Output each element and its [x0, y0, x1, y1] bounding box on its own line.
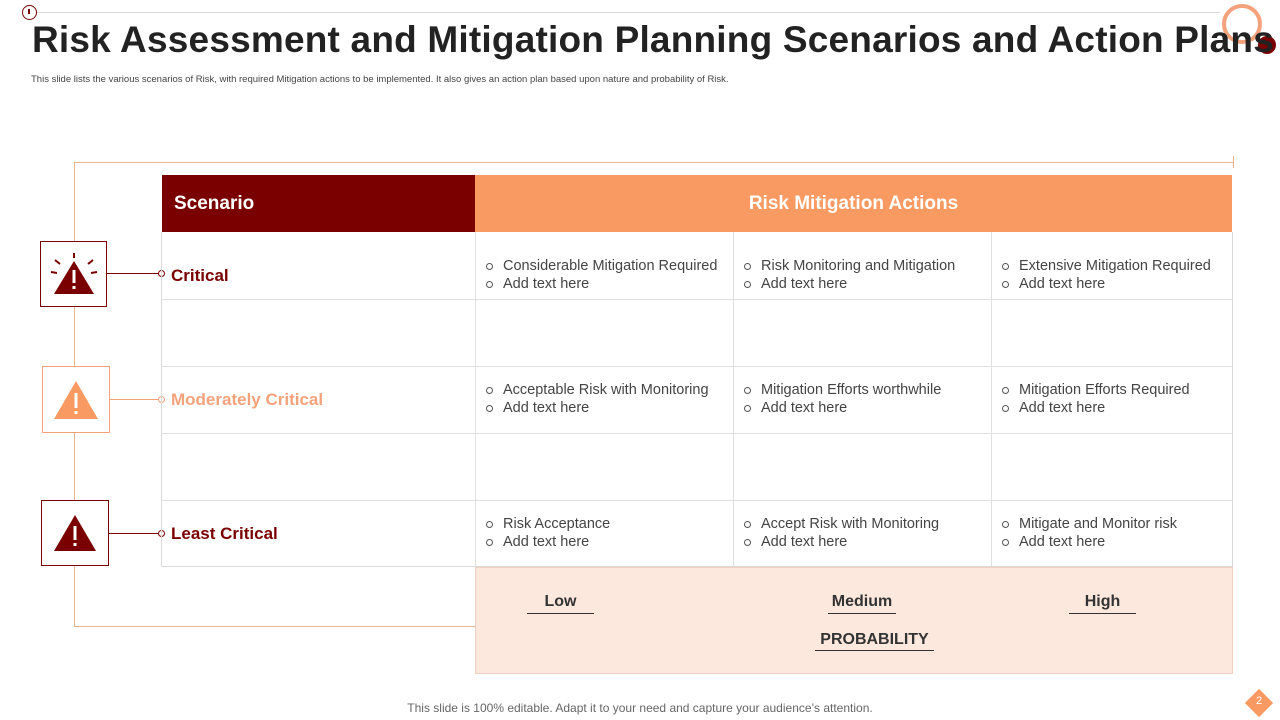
scenario-header: Scenario: [162, 175, 475, 232]
action-cell: [1002, 382, 1252, 417]
action-cell: [744, 258, 994, 293]
probability-panel: [475, 567, 1233, 674]
bullet-icon: [486, 521, 493, 528]
list-item: Accept Risk with Monitoring: [744, 516, 994, 534]
probability-high: High: [1084, 593, 1121, 610]
top-rule: [30, 12, 1220, 13]
bullet-icon: [486, 281, 493, 288]
underline: [828, 613, 896, 614]
underline: [1069, 613, 1136, 614]
action-cell: [486, 258, 736, 293]
bullet-icon: [486, 405, 493, 412]
bullet-icon: [1002, 539, 1009, 546]
bullet-icon: [744, 263, 751, 270]
bullet-icon: [1002, 387, 1009, 394]
footer-note: This slide is 100% editable. Adapt it to your need and capture your audience’s attention.: [407, 701, 873, 715]
page-number: 2: [1255, 695, 1263, 707]
action-cell: [486, 382, 736, 417]
list-item: Risk Monitoring and Mitigation: [744, 258, 994, 276]
underline: [527, 613, 594, 614]
probability-axis-label: PROBABILITY: [820, 631, 929, 648]
page-title: Risk Assessment and Mitigation Planning Scenarios and Action Plans: [32, 19, 1275, 60]
column-divider: [475, 232, 476, 567]
list-item: Add text here: [486, 400, 736, 418]
bullet-icon: [744, 281, 751, 288]
row-divider: [161, 299, 1233, 300]
action-cell: [744, 382, 994, 417]
bullet-icon: [744, 405, 751, 412]
frame-end-tick: [1233, 156, 1234, 168]
list-item: Add text here: [486, 276, 736, 294]
list-item: Extensive Mitigation Required: [1002, 258, 1252, 276]
list-item: Add text here: [744, 534, 994, 552]
bullet-icon: [1002, 263, 1009, 270]
moderate-connector: [110, 399, 162, 400]
list-item: Add text here: [1002, 276, 1252, 294]
bullet-icon: [744, 387, 751, 394]
action-cell: [1002, 516, 1252, 551]
bullet-icon: [1002, 405, 1009, 412]
info-dot-icon: [22, 5, 37, 20]
list-item: Acceptable Risk with Monitoring: [486, 382, 736, 400]
probability-medium: Medium: [831, 593, 893, 610]
mitigation-actions-header: Risk Mitigation Actions: [475, 175, 1232, 232]
scenario-least-critical: Least Critical: [171, 524, 278, 543]
list-item: Risk Acceptance: [486, 516, 736, 534]
moderate-warning-icon: [42, 366, 110, 433]
least-critical-warning-icon: [41, 500, 109, 566]
critical-connector: [107, 273, 162, 274]
page-subtitle: This slide lists the various scenarios of Risk, with required Mitigation actions to be implemented. It also gives an action plan based upon nature and probability of Risk.: [31, 74, 729, 85]
list-item: Considerable Mitigation Required: [486, 258, 736, 276]
scenario-moderately-critical: Moderately Critical: [171, 390, 324, 409]
row-divider: [161, 366, 1233, 367]
list-item: Add text here: [744, 276, 994, 294]
list-item: Add text here: [1002, 534, 1252, 552]
least-connector: [109, 533, 162, 534]
bullet-icon: [486, 539, 493, 546]
list-item: Add text here: [1002, 400, 1252, 418]
action-cell: [1002, 258, 1252, 293]
bullet-icon: [1002, 521, 1009, 528]
underline: [815, 650, 934, 651]
action-cell: [744, 516, 994, 551]
frame-bottom-line: [74, 626, 476, 627]
action-cell: [486, 516, 736, 551]
bullet-icon: [1002, 281, 1009, 288]
list-item: Mitigate and Monitor risk: [1002, 516, 1252, 534]
frame-top-line: [74, 162, 1234, 163]
list-item: Mitigation Efforts Required: [1002, 382, 1252, 400]
bullet-icon: [486, 263, 493, 270]
bullet-icon: [744, 521, 751, 528]
scenario-critical: Critical: [171, 266, 229, 285]
list-item: Mitigation Efforts worthwhile: [744, 382, 994, 400]
probability-low: Low: [544, 593, 577, 610]
row-divider: [161, 500, 1233, 501]
row-divider: [161, 433, 1233, 434]
bullet-icon: [744, 539, 751, 546]
bullet-icon: [486, 387, 493, 394]
critical-warning-icon: [40, 241, 107, 307]
list-item: Add text here: [744, 400, 994, 418]
list-item: Add text here: [486, 534, 736, 552]
